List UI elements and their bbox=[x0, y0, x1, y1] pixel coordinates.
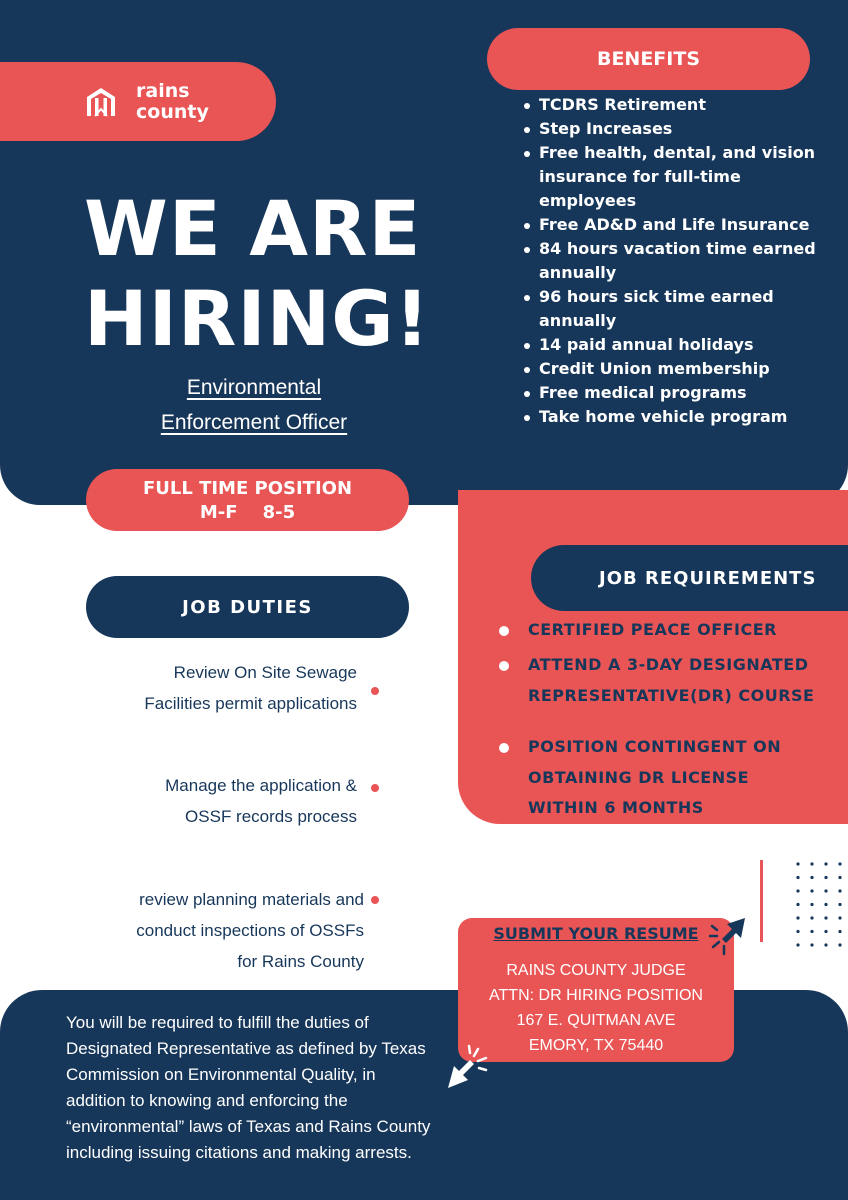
benefit-item: 14 paid annual holidays bbox=[522, 333, 832, 357]
decorative-dot bbox=[838, 876, 841, 879]
decorative-dot bbox=[796, 889, 799, 892]
benefits-heading: BENEFITS bbox=[487, 28, 810, 90]
decorative-dot bbox=[824, 930, 827, 933]
decorative-dot bbox=[838, 889, 841, 892]
schedule-hours: M-F 8-5 bbox=[199, 502, 296, 523]
submit-resume-heading: SUBMIT YOUR RESUME bbox=[493, 924, 699, 943]
decorative-dot bbox=[824, 943, 827, 946]
duty-item: Review On Site Sewage Facilities permit applications bbox=[144, 663, 357, 713]
job-duties-heading: JOB DUTIES bbox=[86, 576, 409, 638]
benefit-item: 84 hours vacation time earned annually bbox=[522, 237, 832, 285]
position-title-line-2: Enforcement Officer bbox=[160, 411, 348, 434]
decorative-dot bbox=[838, 903, 841, 906]
requirement-item: POSITION CONTINGENT ON OBTAINING DR LICENSE WITHIN 6 MONTHS bbox=[528, 737, 782, 817]
cursor-click-icon bbox=[705, 912, 751, 958]
decorative-dot bbox=[796, 943, 799, 946]
benefit-item: 96 hours sick time earned annually bbox=[522, 285, 832, 333]
mailing-address bbox=[458, 958, 734, 1058]
address-line: ATTN: DR HIRING POSITION bbox=[489, 987, 703, 1004]
address-line: RAINS COUNTY JUDGE bbox=[506, 962, 686, 979]
decorative-bar bbox=[760, 860, 763, 942]
footer-description: You will be required to fulfill the duties of Designated Representative as defined by Texas Commission on Environmental Quality, in addition to knowing and enforcing the “environmental” laws of Texas and Rains County including issuing citations and making arrests. bbox=[66, 1013, 431, 1162]
address-line: 167 E. QUITMAN AVE bbox=[516, 1012, 676, 1029]
decorative-dot bbox=[810, 889, 813, 892]
benefit-item: Take home vehicle program bbox=[522, 405, 832, 429]
decorative-dot bbox=[838, 862, 841, 865]
headline-line-1: WE ARE bbox=[84, 184, 422, 273]
decorative-dot bbox=[796, 916, 799, 919]
submit-resume-card bbox=[458, 918, 734, 1062]
decorative-dot bbox=[810, 903, 813, 906]
rains-county-logo-icon bbox=[84, 85, 118, 119]
decorative-dot bbox=[824, 862, 827, 865]
benefit-item: Step Increases bbox=[522, 117, 832, 141]
decorative-dot bbox=[824, 876, 827, 879]
decorative-dot bbox=[824, 903, 827, 906]
job-requirements-heading: JOB REQUIREMENTS bbox=[531, 545, 848, 611]
address-line: EMORY, TX 75440 bbox=[528, 1037, 664, 1054]
decorative-dot bbox=[796, 903, 799, 906]
requirement-bullet bbox=[499, 661, 509, 671]
schedule-type: FULL TIME POSITION bbox=[142, 478, 353, 499]
duty-bullet bbox=[371, 784, 379, 792]
decorative-dot bbox=[810, 930, 813, 933]
requirement-bullet bbox=[499, 626, 509, 636]
decorative-dot-grid bbox=[792, 860, 848, 950]
benefit-item: TCDRS Retirement bbox=[522, 93, 832, 117]
decorative-dot bbox=[796, 876, 799, 879]
benefit-item: Free medical programs bbox=[522, 381, 832, 405]
duty-bullet bbox=[371, 687, 379, 695]
decorative-dot bbox=[824, 916, 827, 919]
decorative-dot bbox=[838, 916, 841, 919]
headline bbox=[84, 184, 430, 364]
decorative-dot bbox=[810, 862, 813, 865]
decorative-dot bbox=[810, 916, 813, 919]
requirement-item: CERTIFIED PEACE OFFICER bbox=[528, 620, 777, 639]
decorative-dot bbox=[824, 889, 827, 892]
brand-name: rains county bbox=[136, 79, 209, 123]
decorative-dot bbox=[810, 943, 813, 946]
duty-bullet bbox=[371, 896, 379, 904]
duty-item: review planning materials and conduct inspections of OSSFs for Rains County bbox=[136, 890, 364, 971]
decorative-dot bbox=[796, 862, 799, 865]
decorative-dot bbox=[796, 930, 799, 933]
headline-line-2: HIRING! bbox=[84, 274, 431, 363]
decorative-dot bbox=[810, 876, 813, 879]
decorative-dot bbox=[838, 930, 841, 933]
benefit-item: Credit Union membership bbox=[522, 357, 832, 381]
requirement-bullet bbox=[499, 743, 509, 753]
brand-badge bbox=[0, 62, 276, 141]
schedule-badge bbox=[86, 469, 409, 531]
benefit-item: Free health, dental, and vision insurance for full-time employees bbox=[522, 141, 832, 213]
benefits-list bbox=[522, 93, 832, 429]
requirement-item: ATTEND A 3-DAY DESIGNATED REPRESENTATIVE(DR) COURSE bbox=[528, 655, 815, 705]
decorative-dot bbox=[838, 943, 841, 946]
position-title-line-1: Environmental bbox=[186, 376, 322, 399]
duty-item: Manage the application & OSSF records process bbox=[165, 776, 357, 826]
benefit-item: Free AD&D and Life Insurance bbox=[522, 213, 832, 237]
cursor-click-icon bbox=[444, 1044, 492, 1092]
position-title bbox=[130, 370, 378, 440]
